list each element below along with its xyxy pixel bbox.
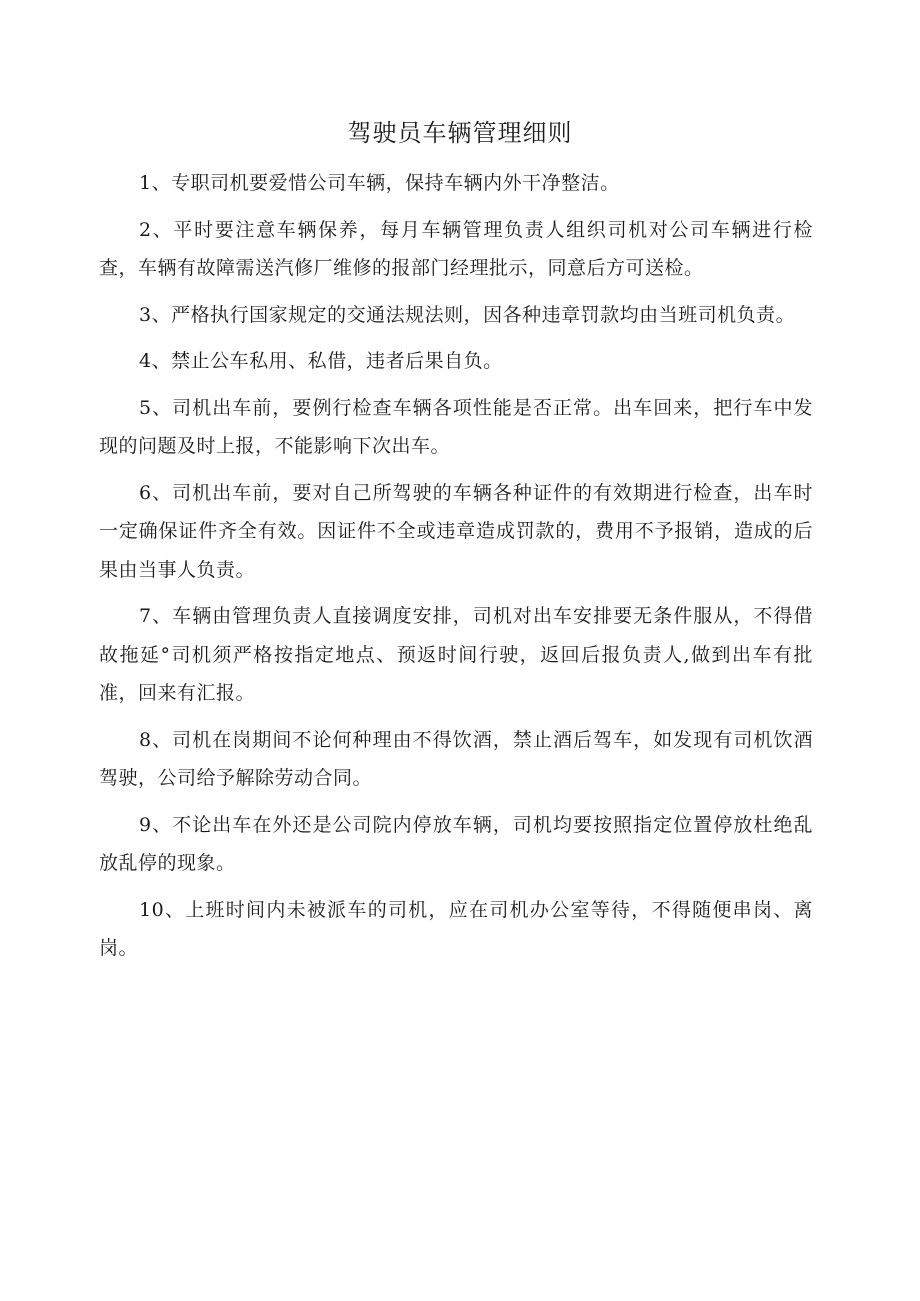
rule-item: 7、车辆由管理负责人直接调度安排，司机对出车安排要无条件服从，不得借故拖延°司机须严格按指定地点、预返时间行驶，返回后报负责人,做到出车有批准，回来有汇报。	[99, 605, 813, 704]
rule-item: 8、司机在岗期间不论何种理由不得饮酒，禁止酒后驾车，如发现有司机饮酒驾驶，公司给予解除劳动合同。	[99, 728, 813, 789]
rule-item: 3、严格执行国家规定的交通法规法则，因各种违章罚款均由当班司机负责。	[139, 303, 796, 326]
rule-item: 6、司机出车前，要对自己所驾驶的车辆各种证件的有效期进行检查，出车时一定确保证件齐全有效。因证件不全或违章造成罚款的，费用不予报销，造成的后果由当事人负责。	[99, 481, 813, 581]
rule-item: 2、平时要注意车辆保养，每月车辆管理负责人组织司机对公司车辆进行检查，车辆有故障需送汽修厂维修的报部门经理批示，同意后方可送检。	[99, 218, 813, 279]
rule-item: 4、禁止公车私用、私借，违者后果自负。	[139, 350, 503, 372]
document-title: 驾驶员车辆管理细则	[347, 119, 573, 147]
rule-item: 5、司机出车前，要例行检查车辆各项性能是否正常。出车回来，把行车中发现的问题及时上报，不能影响下次出车。	[99, 396, 813, 457]
rule-item: 9、不论出车在外还是公司院内停放车辆，司机均要按照指定位置停放杜绝乱放乱停的现象。	[99, 813, 813, 874]
rule-item: 10、上班时间内未被派车的司机，应在司机办公室等待，不得随便串岗、离岗。	[99, 898, 813, 959]
rule-item: 1、专职司机要爱惜公司车辆，保持车辆内外干净整洁。	[139, 172, 620, 194]
rules-list	[99, 164, 813, 976]
